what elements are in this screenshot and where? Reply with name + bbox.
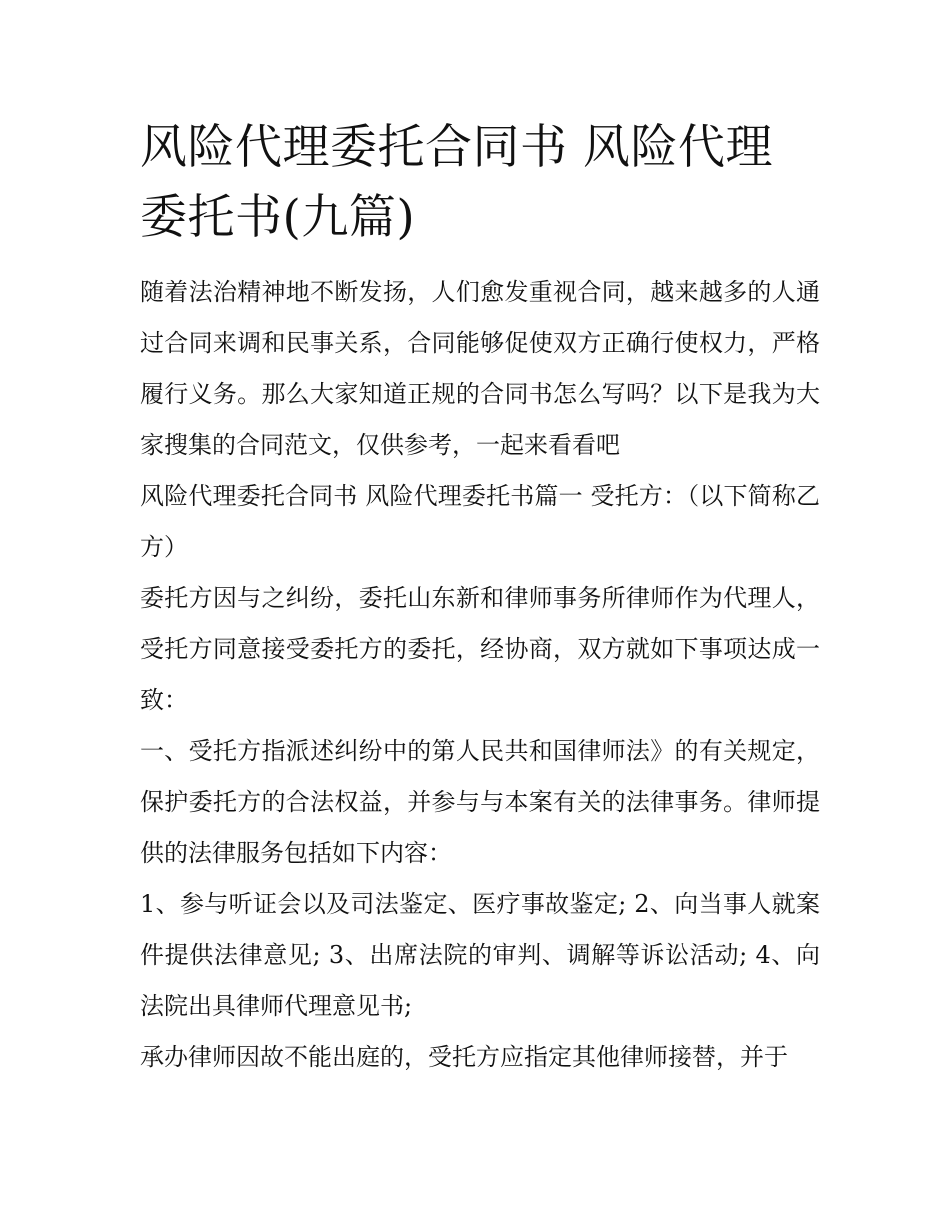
paragraph-intro: 随着法治精神地不断发扬，人们愈发重视合同，越来越多的人通过合同来调和民事关系，合同能够促使双方正确行使权力，严格履行义务。那么大家知道正规的合同书怎么写吗？以下是我为大家搜集的合同范文，仅供参考，一起来看看吧	[140, 278, 820, 459]
paragraph-section-heading: 风险代理委托合同书 风险代理委托书篇一 受托方：（以下简称乙方）	[140, 482, 820, 561]
paragraph-clause-one: 一、受托方指派述纠纷中的第人民共和国律师法》的有关规定，保护委托方的合法权益，并参与与本案有关的法律事务。律师提供的法律服务包括如下内容：	[140, 737, 820, 867]
paragraph-entrustment: 委托方因与之纠纷，委托山东新和律师事务所律师作为代理人，受托方同意接受委托方的委托，经协商，双方就如下事项达成一致：	[140, 584, 820, 714]
document-title: 风险代理委托合同书 风险代理委托书(九篇)	[140, 120, 773, 245]
paragraph-substitute-lawyer: 承办律师因故不能出庭的，受托方应指定其他律师接替，并于	[140, 1043, 788, 1071]
paragraph-services-list: 1、参与听证会以及司法鉴定、医疗事故鉴定; 2、向当事人就案件提供法律意见; 3、出席法院的审判、调解等诉讼活动; 4、向法院出具律师代理意见书;	[140, 890, 820, 1020]
document-body	[140, 113, 820, 1083]
